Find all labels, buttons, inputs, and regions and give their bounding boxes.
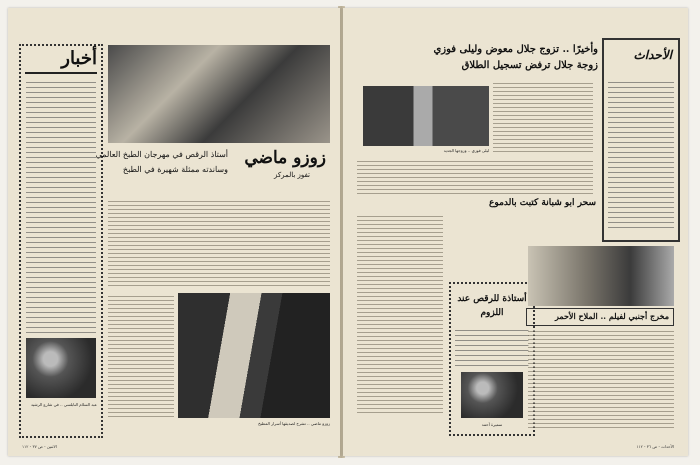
news-column-title: أخبار <box>61 48 97 69</box>
news-column-photo-caption: عبد السلام النابلسي .. في شارع الرشيد <box>30 402 97 407</box>
couple-photo <box>363 86 489 146</box>
news-column <box>19 44 103 438</box>
dance-box <box>449 282 535 436</box>
top-story-text-2 <box>357 158 593 196</box>
news-column-photo <box>26 338 96 398</box>
logo-box <box>602 38 680 242</box>
dance-box-photo-caption: سميرة أحمد <box>481 422 503 427</box>
feature-body-text-2 <box>108 293 174 418</box>
dance-box-photo <box>461 372 523 418</box>
dance-box-text <box>455 326 529 366</box>
feature-headline: زوزو ماضي <box>244 148 326 168</box>
right-page-number: الأحداث - ص ٣٦ - ١١٢ <box>636 444 674 449</box>
logo-box-text <box>608 78 674 228</box>
film-photo <box>528 246 674 306</box>
left-page <box>8 8 340 456</box>
feature-body-text <box>108 198 330 288</box>
top-headline: وأخيرًا .. تزوج جلال معوض وليلى فوزي <box>433 44 598 55</box>
kitchen-photo <box>108 45 330 143</box>
news-column-text <box>26 78 96 333</box>
feature-subhead: وساندته ممثلة شهيرة في الطبخ <box>122 165 228 174</box>
top-story-text <box>493 80 593 155</box>
dance-box-title: أستاذة للرقص عند اللزوم <box>457 294 527 318</box>
mid-story-text <box>357 213 443 413</box>
left-page-number: الاثنين - ص ٣٧ - ١١٢ <box>22 444 57 449</box>
mid-headline: سحر ابو شبانة كتبت بالدموع <box>489 198 596 208</box>
right-page <box>343 8 688 456</box>
feature-headline-rest: أستاذ الرقص في مهرجان الطبخ العالمي <box>95 150 228 159</box>
logo-text: الأحداث <box>633 48 672 62</box>
feature-photo-caption: زوزو ماضي .. تشرح لصديقها أسرار المطبخ <box>258 421 330 426</box>
news-title-rule <box>25 72 97 74</box>
couple-photo-caption: ليلى فوزي .. وزوجها الجديد <box>443 148 489 153</box>
film-headline-box <box>526 308 674 326</box>
film-story-text <box>528 328 674 428</box>
film-headline: مخرج أجنبي لفيلم .. الملاح الأحمر <box>554 311 669 321</box>
top-subhead: زوجة جلال ترفض تسجيل الطلاق <box>461 60 598 71</box>
feature-subhead-2: تفوز بالمركز <box>273 171 310 179</box>
feature-photo <box>178 293 330 418</box>
